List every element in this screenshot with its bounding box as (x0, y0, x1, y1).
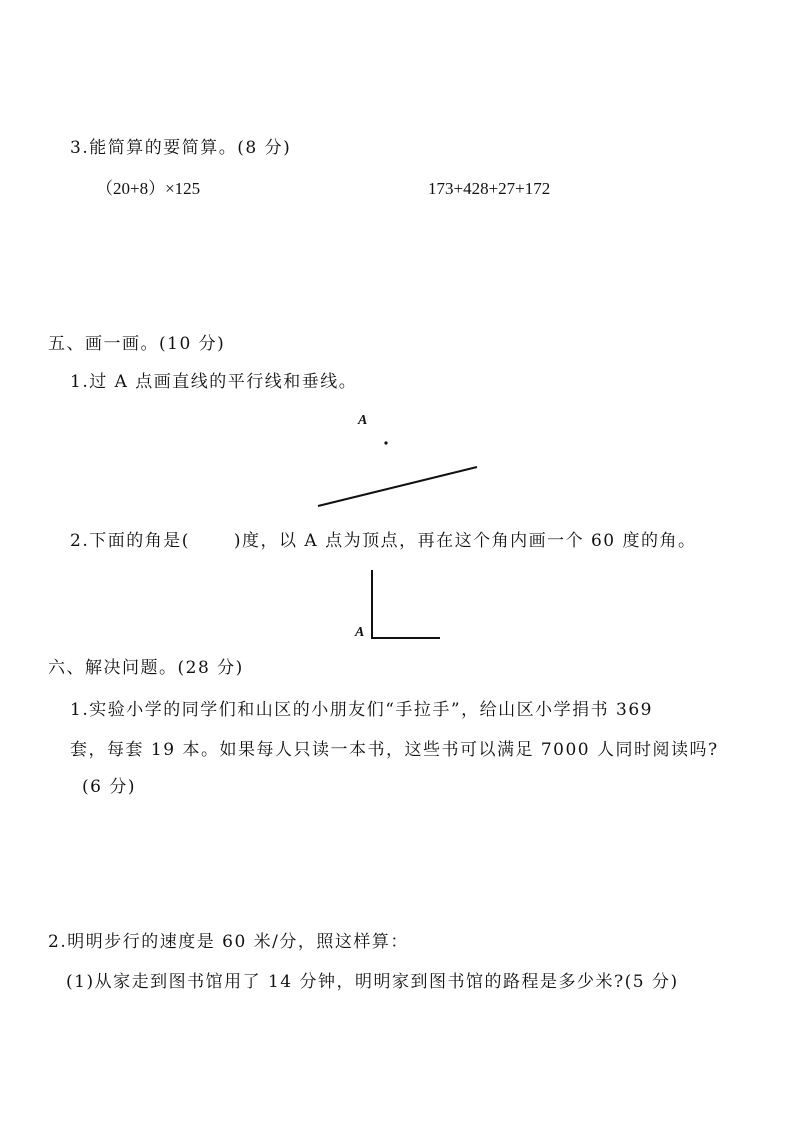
angle-vertex-label: A (355, 625, 365, 640)
right-angle-figure (372, 570, 440, 638)
section-5-title: 五、画一画。(10 分) (48, 334, 226, 354)
draw-q2-text-before: 2.下面的角是( (70, 531, 190, 551)
problem-2-title: 2.明明步行的速度是 60 米/分，照这样算： (48, 932, 409, 952)
point-a-label: A (358, 413, 368, 428)
draw-q1-text: 1.过 A 点画直线的平行线和垂线。 (70, 372, 358, 392)
q3-calc-title: 3.能简算的要简算。(8 分) (70, 138, 292, 158)
expression-a: （20+8）×125 (96, 179, 201, 198)
point-a-dot (384, 441, 387, 444)
section-6-title: 六、解决问题。(28 分) (48, 658, 244, 678)
draw-q2-text-after: )度，以 A 点为顶点，再在这个角内画一个 60 度的角。 (233, 531, 697, 551)
problem-1-line-2: 套，每套 19 本。如果每人只读一本书，这些书可以满足 7000 人同时阅读吗? (70, 740, 719, 760)
given-straight-line (318, 467, 477, 506)
expression-b: 173+428+27+172 (428, 179, 551, 198)
problem-2-sub-1: (1)从家走到图书馆用了 14 分钟，明明家到图书馆的路程是多少米?(5 分) (66, 972, 679, 992)
problem-1-line-1: 1.实验小学的同学们和山区的小朋友们“手拉手”，给山区小学捐书 369 (70, 700, 653, 720)
draw-q2-text (70, 533, 697, 550)
problem-1-points: (6 分) (82, 777, 136, 797)
